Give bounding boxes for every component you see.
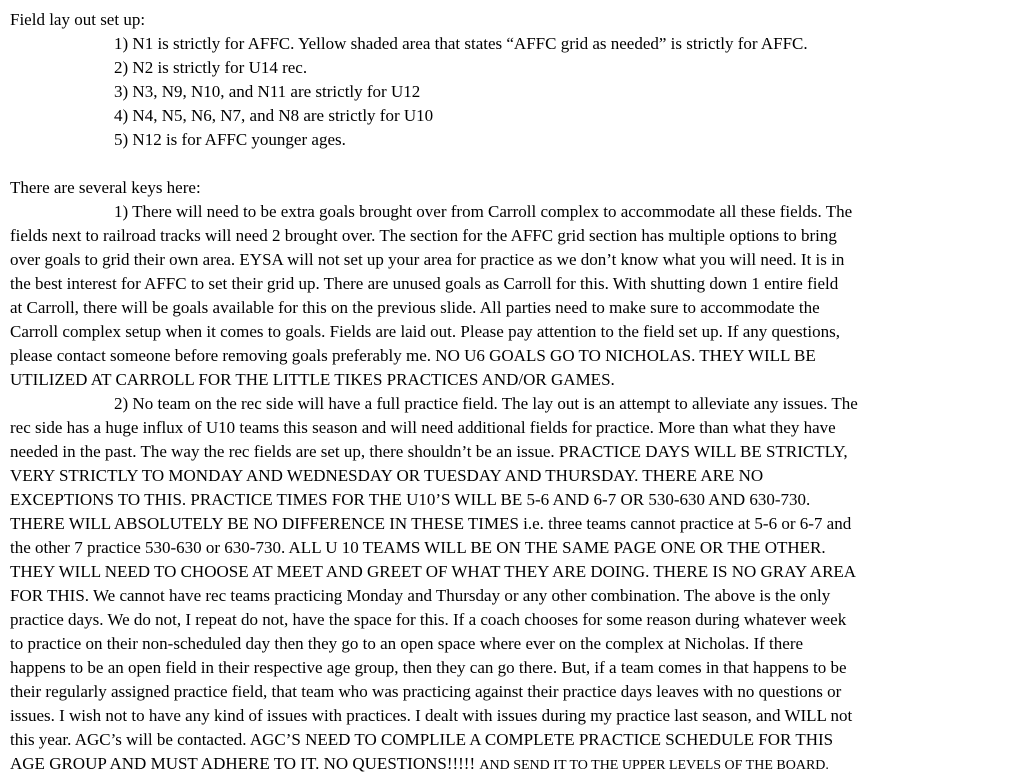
key-1-line: 1) There will need to be extra goals brought over from Carroll complex to accommodate all these fields. The (114, 202, 853, 221)
layout-item-2: 2) N2 is strictly for U14 rec. (114, 58, 308, 77)
key-1-paragraph (10, 200, 1014, 392)
key-1-line: fields next to railroad tracks will need 2 brought over. The section for the AFFC grid section has multiple options to bring (10, 226, 837, 245)
key-1-line: UTILIZED AT CARROLL FOR THE LITTLE TIKES PRACTICES AND/OR GAMES. (10, 370, 615, 389)
layout-item-1: 1) N1 is strictly for AFFC. Yellow shaded area that states “AFFC grid as needed” is strictly for AFFC. (114, 34, 808, 53)
key-2-line: to practice on their non-scheduled day then they go to an open space where ever on the complex at Nicholas. If there (10, 634, 804, 653)
spacer (10, 152, 1014, 176)
key-2-last-line-tail: AND SEND IT TO THE UPPER LEVELS OF THE BOARD. (479, 758, 829, 773)
key-2-line: 2) No team on the rec side will have a full practice field. The lay out is an attempt to alleviate any issues. The (114, 394, 858, 413)
key-2-paragraph (10, 392, 1014, 778)
key-1-line: Carroll complex setup when it comes to goals. Fields are laid out. Please pay attention to the field set up. If any questions, (10, 322, 840, 341)
key-2-line: their regularly assigned practice field, that team who was practicing against their practice days leaves with no questions or (10, 682, 842, 701)
document-body (10, 8, 1014, 778)
key-2-line: THEY WILL NEED TO CHOOSE AT MEET AND GREET OF WHAT THEY ARE DOING. THERE IS NO GRAY AREA (10, 562, 857, 581)
key-2-line: needed in the past. The way the rec fields are set up, there shouldn’t be an issue. PRACTICE DAYS WILL BE STRICTLY, (10, 442, 848, 461)
key-2-line: practice days. We do not, I repeat do not, have the space for this. If a coach chooses for some reason during whatever week (10, 610, 847, 629)
key-2-line: issues. I wish not to have any kind of issues with practices. I dealt with issues during my practice last season, and WILL not (10, 706, 853, 725)
key-1-line: the best interest for AFFC to set their grid up. There are unused goals as Carroll for this. With shutting down 1 entire field (10, 274, 839, 293)
key-2-line: THERE WILL ABSOLUTELY BE NO DIFFERENCE IN THESE TIMES i.e. three teams cannot practice at 5-6 or 6-7 and (10, 514, 852, 533)
field-layout-heading: Field lay out set up: (10, 10, 146, 29)
layout-item-4: 4) N4, N5, N6, N7, and N8 are strictly for U10 (114, 106, 434, 125)
key-2-line: EXCEPTIONS TO THIS. PRACTICE TIMES FOR THE U10’S WILL BE 5-6 AND 6-7 OR 530-630 AND 630-730. (10, 490, 811, 509)
key-1-line: at Carroll, there will be goals available for this on the previous slide. All parties need to make sure to accommodate the (10, 298, 820, 317)
keys-heading: There are several keys here: (10, 178, 201, 197)
key-2-line: the other 7 practice 530-630 or 630-730. ALL U 10 TEAMS WILL BE ON THE SAME PAGE ONE OR THE OTHER. (10, 538, 826, 557)
key-1-line: please contact someone before removing goals preferably me. NO U6 GOALS GO TO NICHOLAS. THEY WILL BE (10, 346, 816, 365)
key-2-line: this year. AGC’s will be contacted. AGC’S NEED TO COMPLILE A COMPLETE PRACTICE SCHEDULE FOR THIS (10, 730, 834, 749)
layout-item-3: 3) N3, N9, N10, and N11 are strictly for U12 (114, 82, 421, 101)
key-2-last-line-main: AGE GROUP AND MUST ADHERE TO IT. NO QUESTIONS!!!!! (10, 754, 480, 773)
key-2-last-line (10, 752, 1014, 778)
key-1-line: over goals to grid their own area. EYSA will not set up your area for practice as we don’t know what you will need. It is in (10, 250, 845, 269)
layout-item-5: 5) N12 is for AFFC younger ages. (114, 130, 346, 149)
key-2-line: VERY STRICTLY TO MONDAY AND WEDNESDAY OR TUESDAY AND THURSDAY. THERE ARE NO (10, 466, 764, 485)
key-2-line: happens to be an open field in their respective age group, then they can go there. But, if a team comes in that happens to be (10, 658, 847, 677)
key-2-line: FOR THIS. We cannot have rec teams practicing Monday and Thursday or any other combination. The above is the only (10, 586, 831, 605)
key-2-line: rec side has a huge influx of U10 teams this season and will need additional fields for practice. More than what they have (10, 418, 836, 437)
